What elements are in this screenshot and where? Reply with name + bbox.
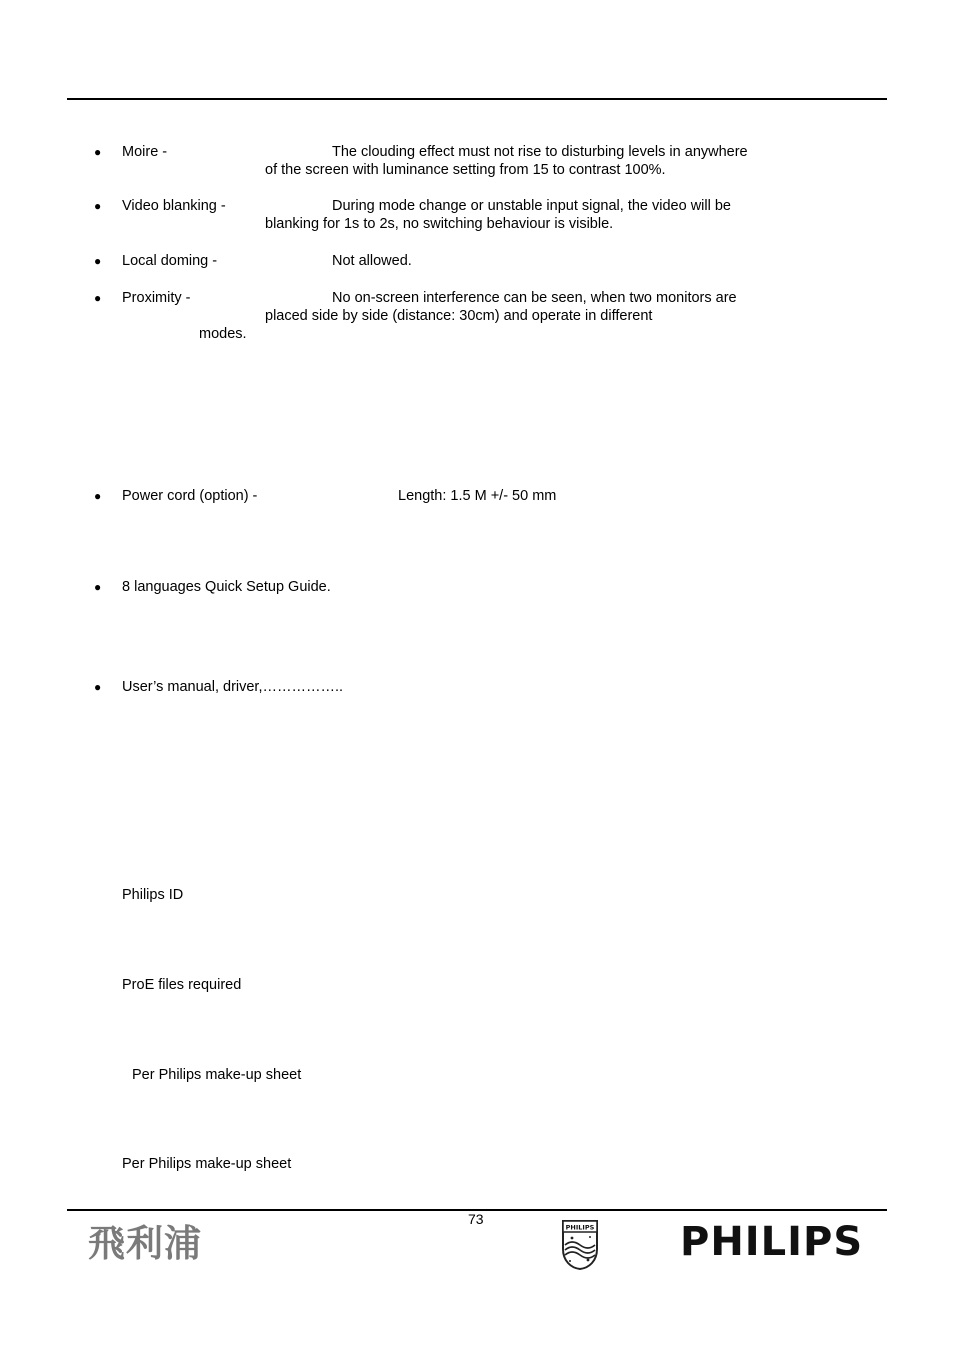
- proximity-text-1: No on-screen interference can be seen, when two monitors are: [332, 290, 737, 306]
- makeup-note-2: Per Philips make-up sheet: [122, 1156, 292, 1172]
- header-rule: [67, 98, 887, 100]
- philips-id-note: Philips ID: [122, 887, 184, 903]
- proximity-label: Proximity -: [122, 290, 191, 306]
- bullet: ●: [94, 254, 102, 268]
- bullet: ●: [94, 680, 102, 694]
- video-blanking-label: Video blanking -: [122, 198, 226, 214]
- local-doming-label: Local doming -: [122, 253, 218, 269]
- philips-chinese-logo: 飛利浦: [88, 1222, 202, 1265]
- moire-text-2: of the screen with luminance setting from 15 to contrast 100%.: [265, 162, 666, 178]
- bullet: ●: [94, 291, 102, 305]
- power-cord-label: Power cord (option) -: [122, 488, 258, 504]
- proximity-text-3: modes.: [199, 326, 247, 342]
- quick-setup-label: 8 languages Quick Setup Guide.: [122, 579, 331, 595]
- video-blanking-text-2: blanking for 1s to 2s, no switching behaviour is visible.: [265, 216, 614, 232]
- proe-note: ProE files required: [122, 977, 242, 993]
- bullet: ●: [94, 489, 102, 503]
- bullet: ●: [94, 199, 102, 213]
- users-manual-label: User’s manual, driver,……………..: [122, 679, 344, 695]
- proximity-text-2: placed side by side (distance: 30cm) and operate in different: [265, 308, 653, 324]
- philips-wordmark-logo: PHILIPS: [680, 1219, 864, 1265]
- moire-label: Moire -: [122, 144, 168, 160]
- philips-shield-icon: [561, 1219, 599, 1271]
- page-number: 73: [468, 1211, 484, 1227]
- video-blanking-text-1: During mode change or unstable input signal, the video will be: [332, 198, 731, 214]
- makeup-note-1: Per Philips make-up sheet: [132, 1067, 302, 1083]
- power-cord-text: Length: 1.5 M +/- 50 mm: [398, 488, 557, 504]
- local-doming-text: Not allowed.: [332, 253, 412, 269]
- bullet: ●: [94, 580, 102, 594]
- bullet: ●: [94, 145, 102, 159]
- shield-label: PHILIPS: [565, 1223, 595, 1232]
- moire-text-1: The clouding effect must not rise to disturbing levels in anywhere: [332, 144, 748, 160]
